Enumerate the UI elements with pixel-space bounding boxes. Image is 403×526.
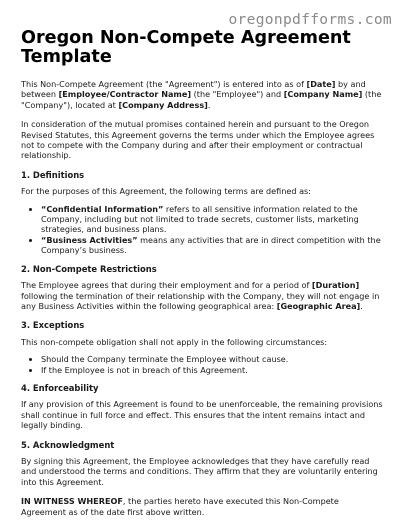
date-placeholder: [Date] <box>306 79 336 89</box>
list-item: • If the Employee is not in breach of this Agreement. <box>41 365 385 375</box>
restrictions-text-2: following the termination of their relationship with the Company, they will not engage in any Business Activities within the following geographical area: <box>21 290 380 311</box>
consideration-paragraph: In consideration of the mutual promises contained herein and pursuant to the Oregon Revised Statutes, this Agreement governs the terms under which the Employee agrees not to compete with the Company during and after their employment or contractual relationship. <box>21 119 375 161</box>
intro-text-3: (the "Employee") and <box>191 89 284 100</box>
intro-text-5: . <box>207 99 211 110</box>
intro-text-4: (the "Company"), located at <box>21 89 382 110</box>
restrictions-text-3: . <box>360 300 363 311</box>
duration-placeholder: [Duration] <box>311 280 360 291</box>
intro-text-2: by and between <box>21 79 366 100</box>
witness-lead: IN WITNESS WHEREOF <box>21 496 123 507</box>
document-page <box>21 29 385 526</box>
intro-paragraph <box>21 79 385 110</box>
list-item: • Should the Company terminate the Employee without cause. <box>41 354 385 364</box>
exceptions-list <box>21 354 385 375</box>
site-watermark: oregonpdfforms.com <box>228 11 392 28</box>
employee-name-placeholder: [Employee/Contractor Name] <box>58 89 192 100</box>
definitions-list <box>21 204 385 256</box>
definition-text: means any activities that are in direct competition with the Company’s business. <box>41 234 381 256</box>
section-heading-definitions: 1. Definitions <box>21 169 85 180</box>
geographic-area-placeholder: [Geographic Area] <box>276 300 361 311</box>
section-heading-acknowledgment: 5. Acknowledgment <box>21 439 115 450</box>
acknowledgment-paragraph: By signing this Agreement, the Employee acknowledges that they have carefully read and understood the terms and conditions. They affirm that they are voluntarily entering into this Agreement. <box>21 455 378 487</box>
section-heading-restrictions: 2. Non-Compete Restrictions <box>21 263 157 274</box>
exceptions-intro: This non-compete obligation shall not apply in the following circumstances: <box>21 336 328 347</box>
definition-term: “Confidential Information” <box>41 203 164 214</box>
restrictions-text-1: The Employee agrees that during their employment and for a period of <box>21 280 312 291</box>
company-name-placeholder: [Company Name] <box>283 89 363 100</box>
definition-term: “Business Activities” <box>41 234 138 245</box>
enforceability-paragraph: If any provision of this Agreement is found to be unenforceable, the remaining provisions shall continue in full force and effect. This ensures that the intent remains intact and legally binding. <box>21 399 383 431</box>
company-address-placeholder: [Company Address] <box>118 99 208 110</box>
document-title: Oregon Non-Compete Agreement Template <box>21 28 351 67</box>
section-heading-exceptions: 3. Exceptions <box>21 320 85 331</box>
list-item <box>41 204 385 235</box>
intro-text-1: This Non-Compete Agreement (the "Agreement") is entered into as of <box>21 79 307 89</box>
section-heading-enforceability: 4. Enforceability <box>21 382 99 393</box>
definitions-intro: For the purposes of this Agreement, the following terms are defined as: <box>21 186 311 197</box>
restrictions-paragraph <box>21 280 385 311</box>
definition-text: refers to all sensitive information related to the Company, including but not limited to trade secrets, customer lists, marketing strategies, and business plans. <box>41 203 359 235</box>
witness-text: , the parties hereto have executed this Non-Compete Agreement as of the date first above written. <box>21 496 339 517</box>
witness-paragraph <box>21 496 385 517</box>
list-item <box>41 235 385 256</box>
